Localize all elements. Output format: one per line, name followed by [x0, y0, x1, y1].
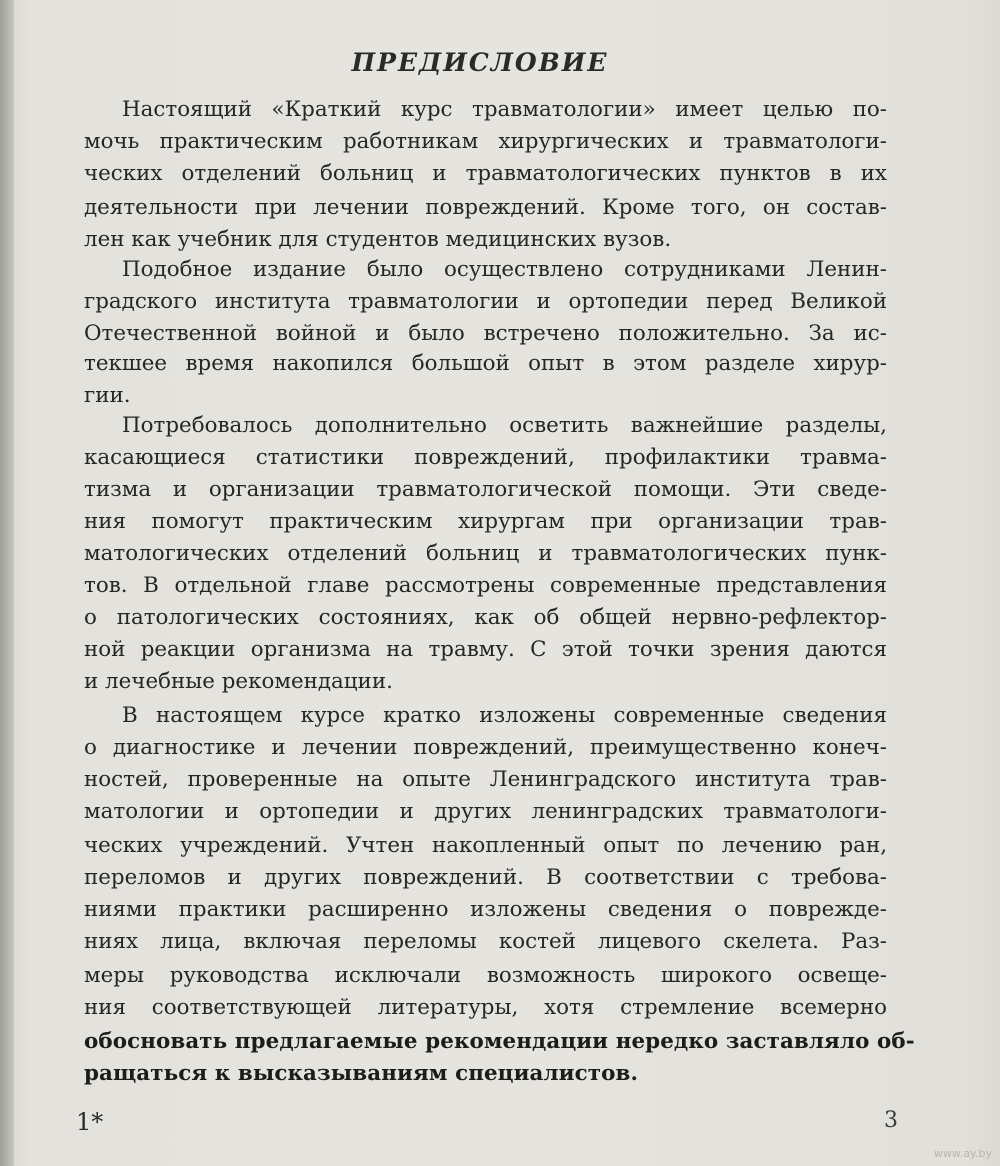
- text-line: В настоящем курсе кратко изложены современные сведения: [122, 703, 887, 728]
- text-line: касающиеся статистики повреждений, профилактики травма-: [84, 445, 887, 470]
- text-line: матологических отделений больниц и травматологических пунк-: [84, 541, 887, 566]
- text-line: градского института травматологии и ортопедии перед Великой: [84, 289, 887, 314]
- text-line: ностей, проверенные на опыте Ленинградского института трав-: [84, 767, 887, 792]
- text-line: текшее время накопился большой опыт в этом разделе хирур-: [84, 351, 887, 376]
- text-line: ниями практики расширенно изложены сведения о поврежде-: [84, 897, 887, 922]
- text-line: переломов и других повреждений. В соответствии с требова-: [84, 865, 887, 890]
- text-line: мочь практическим работникам хирургических и травматологи-: [84, 129, 887, 154]
- page-title: ПРЕДИСЛОВИЕ: [351, 48, 609, 77]
- text-line: Потребовалось дополнительно осветить важнейшие разделы,: [122, 413, 887, 438]
- text-line: меры руководства исключали возможность широкого освеще-: [84, 963, 887, 988]
- text-line: тов. В отдельной главе рассмотрены современные представления: [84, 573, 887, 598]
- text-line: Отечественной войной и было встречено положительно. За ис-: [84, 321, 887, 346]
- text-line: Подобное издание было осуществлено сотрудниками Ленин-: [122, 257, 887, 282]
- text-line: ращаться к высказываниям специалистов.: [84, 1061, 638, 1086]
- text-line: ния помогут практическим хирургам при организации трав-: [84, 509, 887, 534]
- text-line: о диагностике и лечении повреждений, преимущественно конеч-: [84, 735, 887, 760]
- signature-mark: 1*: [76, 1108, 104, 1136]
- page-number: 3: [884, 1108, 898, 1133]
- text-line: о патологических состояниях, как об общей нервно-рефлектор-: [84, 605, 887, 630]
- text-line: Настоящий «Краткий курс травматологии» имеет целью по-: [122, 97, 887, 122]
- text-line: и лечебные рекомендации.: [84, 669, 393, 694]
- text-line: ния соответствующей литературы, хотя стремление всемерно: [84, 995, 887, 1020]
- text-line: матологии и ортопедии и других ленинградских травматологи-: [84, 799, 887, 824]
- text-line: деятельности при лечении повреждений. Кроме того, он состав-: [84, 195, 887, 220]
- watermark-text: www.ay.by: [933, 1147, 992, 1160]
- text-line: обосновать предлагаемые рекомендации нередко заставляло об-: [84, 1029, 915, 1054]
- page-spine-shadow: [0, 0, 14, 1166]
- text-line: ниях лица, включая переломы костей лицевого скелета. Раз-: [84, 929, 887, 954]
- text-line: ческих отделений больниц и травматологических пунктов в их: [84, 161, 887, 186]
- text-line: ческих учреждений. Учтен накопленный опыт по лечению ран,: [84, 833, 887, 858]
- text-line: ной реакции организма на травму. С этой точки зрения даются: [84, 637, 887, 662]
- text-line: тизма и организации травматологической помощи. Эти сведе-: [84, 477, 887, 502]
- text-line: гии.: [84, 383, 131, 408]
- text-line: лен как учебник для студентов медицинских вузов.: [84, 227, 672, 252]
